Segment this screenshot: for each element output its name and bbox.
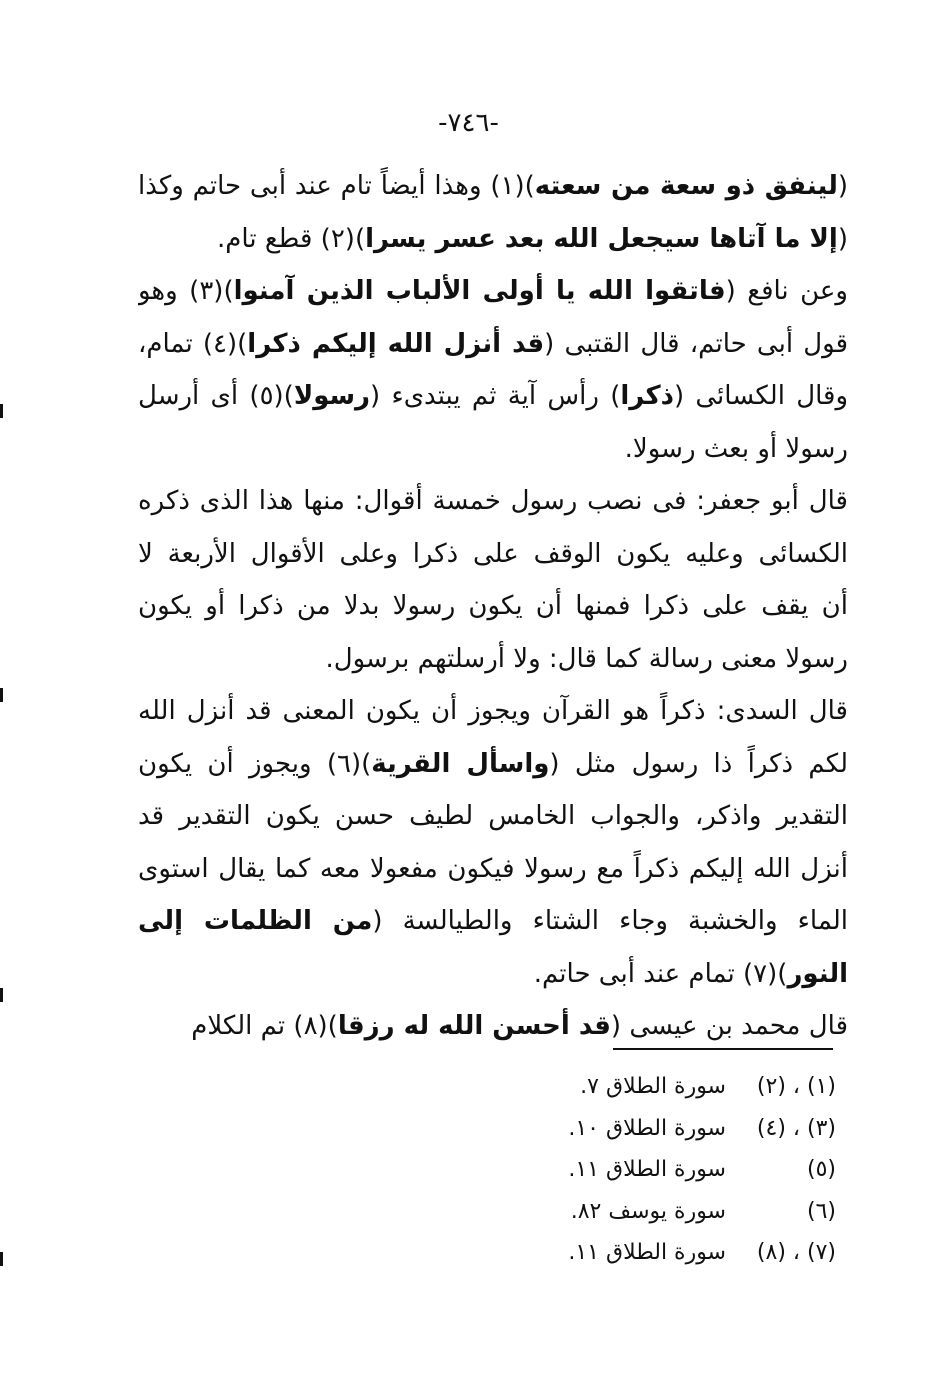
text-run: أنزل الله إليكم ذكراً مع رسولا فيكون مفعولا معه كما يقال استوى	[138, 853, 848, 884]
text-run: الكسائى وعليه يكون الوقف على ذكرا وعلى الأقوال الأربعة لا	[138, 538, 848, 569]
scan-edge-mark	[0, 688, 3, 702]
text-run: قال محمد بن عيسى (	[610, 1011, 848, 1041]
text-line	[138, 1000, 848, 1053]
text-line	[138, 843, 848, 896]
footnote-source: سورة الطلاق ١١.	[568, 1240, 726, 1265]
text-run: قال السدى: ذكراً هو القرآن ويجوز أن يكون المعنى قد أنزل الله	[138, 696, 848, 726]
text-line	[138, 580, 848, 633]
scan-edge-mark	[0, 988, 3, 1002]
quran-quote: واسأل القرية	[371, 748, 550, 779]
text-run: وعن نافع (	[725, 276, 848, 306]
footnote-refs: (١) ، (٢)	[756, 1074, 836, 1099]
footnote-refs: (٦)	[806, 1198, 836, 1224]
quran-quote: النور	[787, 958, 848, 989]
text-line	[138, 528, 848, 581]
footnote	[480, 1191, 836, 1233]
text-line	[138, 738, 848, 791]
quran-quote: فاتقوا الله يا أولى الألباب الذين آمنوا	[233, 276, 726, 306]
footnote-source: سورة الطلاق ١١.	[568, 1157, 726, 1182]
footnote	[480, 1066, 836, 1108]
text-run: (	[837, 223, 848, 254]
text-run: لكم ذكراً ذا رسول مثل (	[549, 748, 848, 779]
footnote	[480, 1232, 836, 1274]
quran-quote: لينفق ذو سعة من سعته	[534, 171, 838, 201]
footnote-refs: (٧) ، (٨)	[756, 1240, 836, 1265]
quran-quote: من الظلمات إلى	[138, 906, 373, 936]
footnotes	[480, 1066, 836, 1274]
text-run: )(٨) تم الكلام	[191, 1011, 338, 1041]
text-run: قول أبى حاتم، قال القتبى (	[544, 328, 848, 359]
text-run: (	[837, 171, 848, 201]
text-line	[138, 213, 848, 266]
scan-edge-mark	[0, 1252, 3, 1266]
text-run: ) رأس آية ثم يبتدىء (	[370, 381, 621, 411]
quran-quote: رسولا	[293, 381, 371, 411]
footnote-separator	[613, 1048, 833, 1050]
quran-quote: قد أنزل الله إليكم ذكرا	[247, 328, 545, 359]
text-run: )(٧) تمام عند أبى حاتم.	[533, 958, 788, 989]
scan-edge-mark	[0, 404, 3, 418]
text-run: )(٤) تمام،	[138, 328, 248, 359]
text-run: )(٢) قطع تام.	[217, 223, 366, 254]
text-line	[138, 265, 848, 318]
quran-quote: إلا ما آتاها سيجعل الله بعد عسر يسرا	[365, 223, 838, 254]
page-number: -٧٤٦-	[438, 108, 499, 138]
body-text	[138, 160, 848, 1053]
text-run: )(١) وهذا أيضاً تام عند أبى حاتم وكذا	[138, 171, 535, 201]
text-line	[138, 790, 848, 843]
text-line	[138, 370, 848, 423]
text-run: رسولا معنى رسالة كما قال: ولا أرسلتهم برسول.	[325, 643, 848, 674]
text-line	[138, 475, 848, 528]
footnote	[480, 1149, 836, 1191]
text-run: )(٦) ويجوز أن يكون	[138, 748, 372, 779]
footnote-source: سورة الطلاق ٧.	[580, 1074, 726, 1099]
text-run: قال أبو جعفر: فى نصب رسول خمسة أقوال: منها هذا الذى ذكره	[138, 486, 848, 516]
quran-quote: قد أحسن الله له رزقا	[337, 1011, 611, 1041]
text-run: وقال الكسائى (	[673, 381, 848, 411]
text-line	[138, 948, 848, 1001]
footnote-source: سورة الطلاق ١٠.	[568, 1115, 726, 1141]
text-run: التقدير واذكر، والجواب الخامس لطيف حسن يكون التقدير قد	[138, 801, 848, 831]
text-line	[138, 423, 848, 476]
quran-quote: ذكرا	[620, 381, 674, 411]
text-run: أن يقف على ذكرا فمنها أن يكون رسولا بدلا من ذكرا أو يكون	[138, 591, 848, 621]
text-run: )(٣) وهو	[138, 276, 234, 306]
text-line	[138, 633, 848, 686]
text-run: )(٥) أى أرسل	[138, 381, 294, 411]
text-run: الماء والخشبة وجاء الشتاء والطيالسة (	[372, 906, 848, 936]
text-run: رسولا أو بعث رسولا.	[624, 433, 848, 464]
footnote-source: سورة يوسف ٨٢.	[570, 1198, 726, 1224]
footnote-refs: (٣) ، (٤)	[756, 1115, 836, 1141]
footnote-refs: (٥)	[806, 1157, 836, 1182]
text-line	[138, 160, 848, 213]
text-line	[138, 895, 848, 948]
text-line	[138, 685, 848, 738]
footnote	[480, 1108, 836, 1150]
text-line	[138, 318, 848, 371]
